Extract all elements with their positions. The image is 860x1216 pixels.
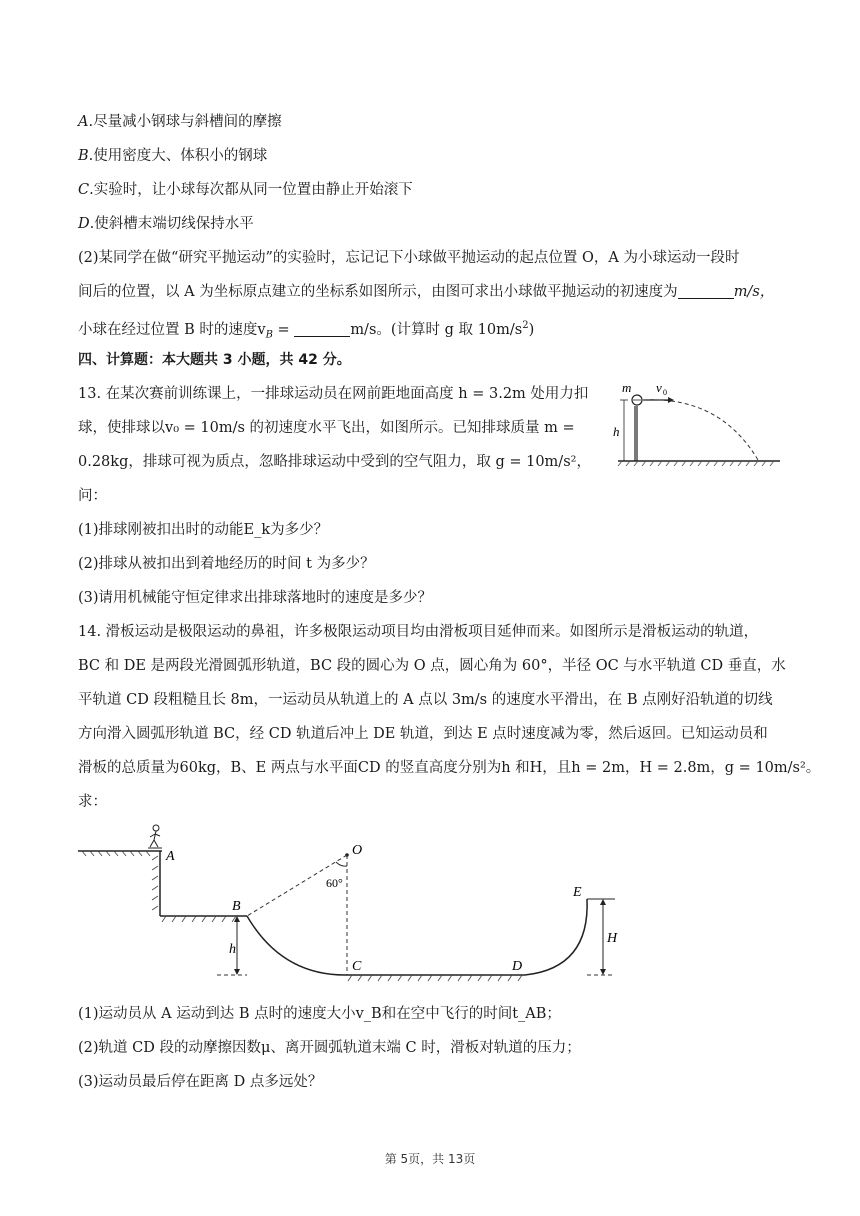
q14-line4: 方向滑入圆弧形轨道 BC，经 CD 轨道后冲上 DE 轨道，到达 E 点时速度减为零，然后返回。已知运动员和 (78, 726, 768, 742)
option-a: A.尽量减小钢球与斜槽间的摩擦 (78, 114, 282, 130)
q12-part2-line1: (2)某同学在做“研究平抛运动”的实验时，忘记记下小球做平抛运动的起点位置 O，A 为小球运动一段时 (78, 250, 740, 266)
q14-line1: 14. 滑板运动是极限运动的鼻祖，许多极限运动项目均由滑板项目延伸而来。如图所示是滑板运动的轨道， (78, 624, 759, 640)
label-H: H (607, 931, 618, 946)
label-v0-sub: 0 (663, 388, 667, 397)
skate-track-figure (70, 816, 630, 986)
label-E: E (573, 885, 582, 900)
q14-line2: BC 和 DE 是两段光滑圆弧形轨道，BC 段的圆心为 O 点，圆心角为 60°，半径 OC 与水平轨道 CD 垂直，水 (78, 658, 786, 674)
answer-blank-1[interactable] (678, 284, 734, 299)
label-angle: 60° (326, 876, 343, 890)
q13-sub2: (2)排球从被扣出到着地经历的时间 t 为多少？ (78, 556, 375, 572)
q14-sub2: (2)轨道 CD 段的动摩擦因数μ、离开圆弧轨道末端 C 时，滑板对轨道的压力； (78, 1040, 581, 1056)
q13-sub3: (3)请用机械能守恒定律求出排球落地时的速度是多少？ (78, 590, 433, 606)
label-v0: v (656, 380, 662, 395)
label-h: h (229, 942, 236, 957)
volleyball-figure (610, 376, 785, 468)
q14-sub3: (3)运动员最后停在距离 D 点多远处？ (78, 1074, 323, 1090)
option-b: B.使用密度大、体积小的钢球 (78, 148, 268, 164)
q14-sub1: (1)运动员从 A 运动到达 B 点时的速度大小v_B和在空中飞行的时间t_AB； (78, 1006, 561, 1022)
label-A: A (166, 849, 175, 864)
q14-line3: 平轨道 CD 段粗糙且长 8m，一运动员从轨道上的 A 点以 3m/s 的速度水平滑出，在 B 点刚好沿轨道的切线 (78, 692, 773, 708)
label-O: O (352, 843, 363, 858)
answer-blank-2[interactable] (294, 322, 350, 337)
label-B: B (232, 899, 241, 914)
q12-part2-line2: 间后的位置，以 A 为坐标原点建立的坐标系如图所示，由图可求出小球做平抛运动的初速度为 m/s， (78, 284, 775, 300)
label-m: m (622, 380, 632, 395)
option-c: C.实验时，让小球每次都从同一位置由静止开始滚下 (78, 182, 413, 198)
option-d: D.使斜槽末端切线保持水平 (78, 216, 254, 232)
section-heading: 四、计算题：本大题共 3 小题，共 42 分。 (78, 352, 351, 368)
q13-line3: 0.28kg，排球可视为质点，忽略排球运动中受到的空气阻力，取 g = 10m/s²， (78, 454, 591, 470)
q13-line1: 13. 在某次赛前训练课上，一排球运动员在网前距地面高度 h = 3.2m 处用力扣 (78, 386, 589, 402)
q13-sub1: (1)排球刚被扣出时的动能E_k为多少？ (78, 522, 329, 538)
q13-line2: 球，使排球以v₀ = 10m/s 的初速度水平飞出，如图所示。已知排球质量 m = (78, 420, 575, 436)
label-C: C (352, 959, 362, 974)
label-h: h (613, 424, 620, 439)
q13-line4: 问： (78, 488, 107, 504)
label-D: D (512, 959, 523, 974)
skater-icon (148, 825, 162, 848)
q12-part2-line3: 小球在经过位置 B 时的速度$v_B = m/s$。(计算时 g 取 $10m/s^2$) (78, 320, 535, 341)
page-footer: 第 5页，共 13页 (384, 1152, 476, 1166)
q14-line6: 求： (78, 794, 107, 810)
q14-line5: 滑板的总质量为60kg，B、E 两点与水平面CD 的竖直高度分别为h 和H，且h = 2m，H = 2.8m，g = 10m/s²。 (78, 760, 821, 776)
